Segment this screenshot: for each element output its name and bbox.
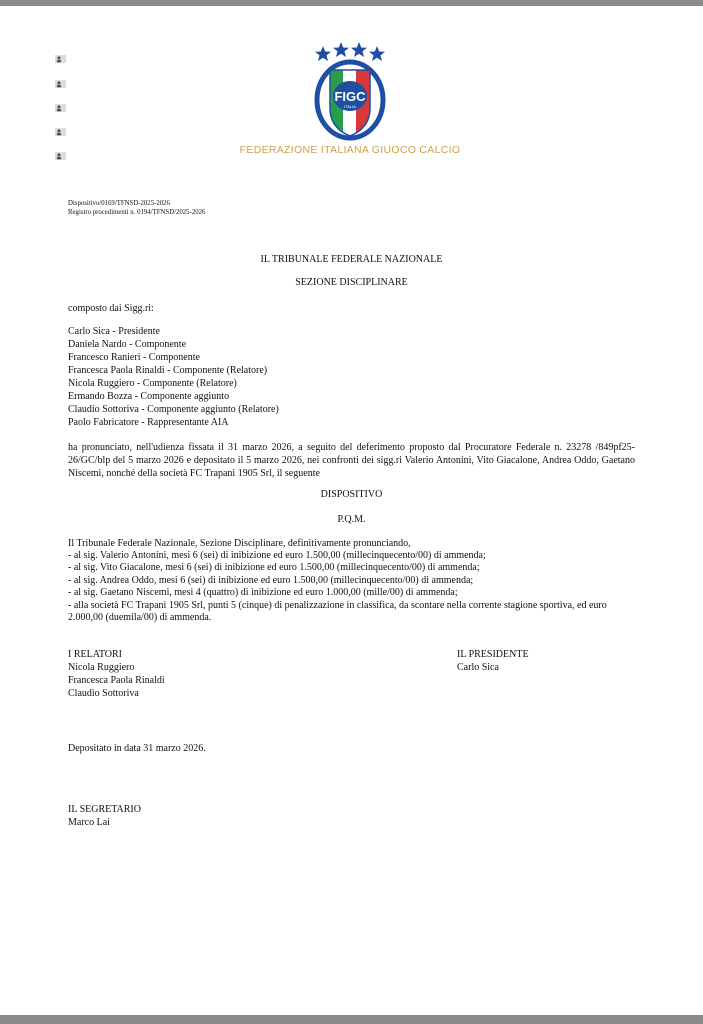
contact-icon[interactable] [55,55,66,63]
member-item: Carlo Sica - Presidente [68,326,160,337]
relatore-name: Francesca Paola Rinaldi [68,675,165,686]
star-icon [315,42,385,61]
dispositivo-number: Dispositivo/0169/TFNSD-2025-2026 [68,200,170,207]
relatori-signatures [68,648,165,700]
member-item: Paolo Fabricatore - Rappresentante AIA [68,417,229,428]
member-item: Daniela Nardo - Componente [68,339,187,350]
segretario-label: IL SEGRETARIO [68,804,141,815]
contact-icon[interactable] [55,152,66,160]
contact-icon[interactable] [55,128,66,136]
member-item: Claudio Sottoriva - Componente aggiunto (Relatore) [68,404,279,415]
top-border [0,0,703,6]
relatore-name: Nicola Ruggiero [68,662,135,673]
decision-block [68,537,635,625]
sanction-item: - al sig. Andrea Oddo, mesi 6 (sei) di inibizione ed euro 1.500,00 (millecinquecento/00) di ammenda; [68,574,474,586]
section-title: SEZIONE DISCIPLINARE [295,277,408,288]
document-references [68,199,205,217]
figc-logo [305,40,395,145]
registro-number: Registro procedimenti n. 0194/TFNSD/2025-2026 [68,209,206,216]
narrative-paragraph: ha pronunciato, nell'udienza fissata il 31 marzo 2026, a seguito del deferimento proposto dal Procuratore Federale n. 23278 /849pf25-26/GC/blp del 5 marzo 2026 e depositato il 5 marzo 2026, nei confronti dei sigg.ri Valerio Antonini, Vito Giacalone, Andrea Oddo, Gaetano Niscemi, nonché della società FC Trapani 1905 Srl, il seguente [68,442,635,479]
sanction-item: - al sig. Gaetano Niscemi, mesi 4 (quattro) di inibizione ed euro 1.000,00 (mille/00) di ammenda; [68,587,458,598]
member-item: Ermando Bozza - Componente aggiunto [68,391,230,402]
tribunal-title: IL TRIBUNALE FEDERALE NAZIONALE [260,254,443,265]
sanction-item: - al sig. Vito Giacalone, mesi 6 (sei) di inibizione ed euro 1.500,00 (millecinquecento/00) di ammenda; [68,562,480,573]
presidente-signature [457,648,529,674]
sanction-item: - alla società FC Trapani 1905 Srl, punti 5 (cinque) di penalizzazione in classifica, da scontare nella corrente stagione sportiva, ed euro 2.000,00 (duemila/00) di ammenda. [68,599,607,623]
member-item: Francesca Paola Rinaldi - Componente (Relatore) [68,365,268,376]
bottom-border [0,1015,703,1024]
presidente-label: IL PRESIDENTE [457,649,529,660]
contact-icon[interactable] [55,80,66,88]
sanction-item: - al sig. Valerio Antonini, mesi 6 (sei) di inibizione ed euro 1.500,00 (millecinquecento/00) di ammenda; [68,549,486,561]
federation-name: FEDERAZIONE ITALIANA GIUOCO CALCIO [239,144,461,156]
dispositivo-title: DISPOSITIVO [320,489,383,500]
contact-icon[interactable] [55,104,66,112]
members-list [68,325,635,429]
segretario-signature [68,803,141,829]
composed-label: composto dai Sigg.ri: [68,303,154,314]
pqm-heading: P.Q.M. [337,514,366,525]
relatori-label: I RELATORI [68,649,122,660]
member-item: Nicola Ruggiero - Componente (Relatore) [68,378,237,389]
logo-text: FIGC [334,89,366,104]
deposited-date: Depositato in data 31 marzo 2026. [68,743,206,754]
decision-intro: Il Tribunale Federale Nazionale, Sezione Disciplinare, definitivamente pronunciando, [68,538,411,549]
member-item: Francesco Ranieri - Componente [68,352,200,363]
segretario-name: Marco Lai [68,817,110,828]
logo-subtext: ITALIA [344,104,356,109]
presidente-name: Carlo Sica [457,662,499,673]
relatore-name: Claudio Sottoriva [68,688,139,699]
